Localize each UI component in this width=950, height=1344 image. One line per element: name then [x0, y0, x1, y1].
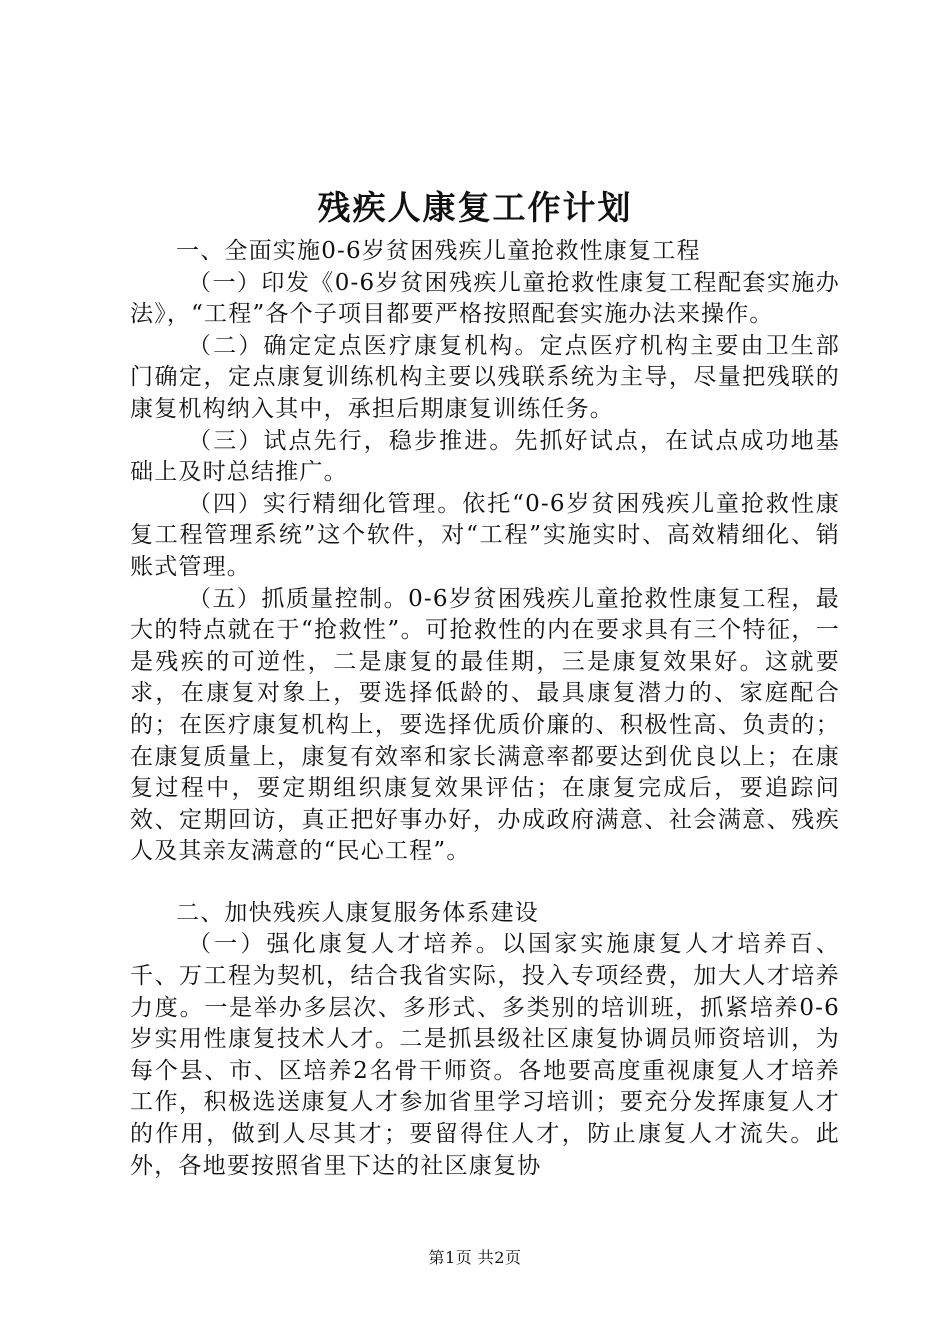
- paragraph: （一）强化康复人才培养。以国家实施康复人才培养百、千、万工程为契机，结合我省实际，投入专项经费，加大人才培养力度。一是举办多层次、多形式、多类别的培训班，抓紧培养0-6岁实用性康复技术人才。二是抓县级社区康复协调员师资培训，为每个县、市、区培养2名骨干师资。各地要高度重视康复人才培养工作，积极选送康复人才参加省里学习培训；要充分发挥康复人才的作用，做到人尽其才；要留得住人才，防止康复人才流失。此外，各地要按照省里下达的社区康复协: [130, 931, 840, 1179]
- paragraph-spacer: [130, 868, 840, 898]
- paragraph: （二）确定定点医疗康复机构。定点医疗机构主要由卫生部门确定，定点康复训练机构主要以残联系统为主导，尽量把残联的康复机构纳入其中，承担后期康复训练任务。: [130, 332, 840, 422]
- page-footer: 第1页 共2页: [428, 1248, 522, 1267]
- paragraph: （五）抓质量控制。0-6岁贫困残疾儿童抢救性康复工程，最大的特点就在于“抢救性”。可抢救性的内在要求具有三个特征，一是残疾的可逆性，二是康复的最佳期，三是康复效果好。这就要求，在康复对象上，要选择低龄的、最具康复潜力的、家庭配合的；在医疗康复机构上，要选择优质价廉的、积极性高、负责的；在康复质量上，康复有效率和家长满意率都要达到优良以上；在康复过程中，要定期组织康复效果评估；在康复完成后，要追踪问效、定期回访，真正把好事办好，办成政府满意、社会满意、残疾人及其亲友满意的“民心工程”。: [130, 585, 840, 865]
- paragraph: （一）印发《0-6岁贫困残疾儿童抢救性康复工程配套实施办法》，“工程”各个子项目都要严格按照配套实施办法来操作。: [130, 269, 840, 328]
- paragraph: （三）试点先行，稳步推进。先抓好试点，在试点成功地基础上及时总结推广。: [130, 427, 840, 486]
- document-title: 残疾人康复工作计划: [317, 188, 633, 227]
- section-heading-1: 一、全面实施0-6岁贫困残疾儿童抢救性康复工程: [176, 238, 701, 264]
- document-body: [130, 236, 840, 1182]
- section-heading-2: 二、加快残疾人康复服务体系建设: [176, 899, 539, 926]
- paragraph: （四）实行精细化管理。依托“0-6岁贫困残疾儿童抢救性康复工程管理系统”这个软件，对“工程”实施实时、高效精细化、销账式管理。: [130, 490, 840, 580]
